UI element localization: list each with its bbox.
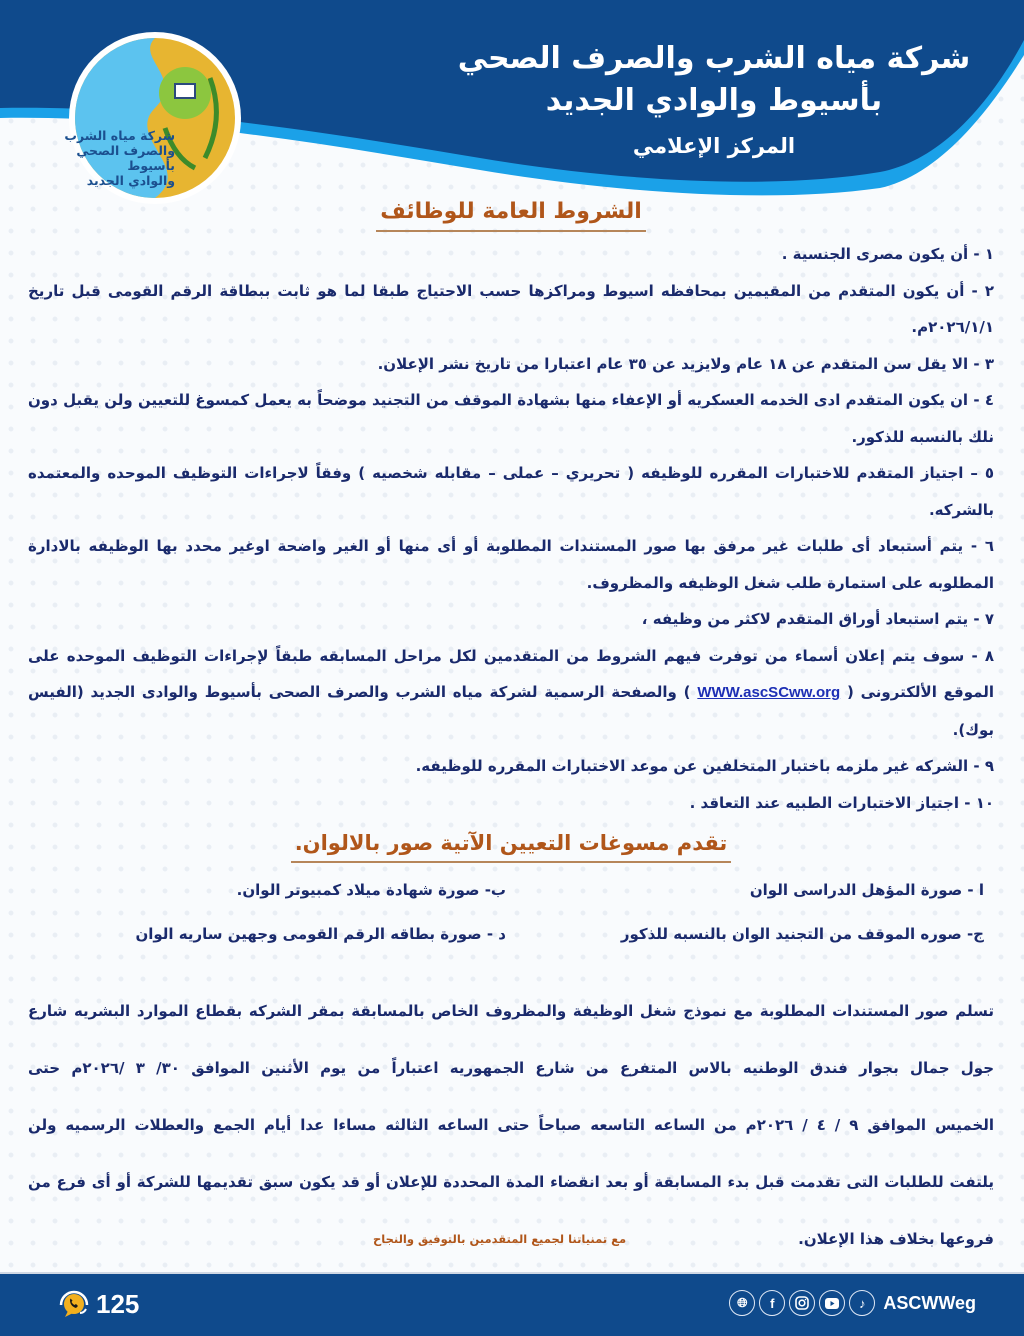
facebook-icon[interactable]: f <box>759 1290 785 1316</box>
hotline <box>56 1288 139 1320</box>
condition-item: ٦ - يتم أستبعاد أى طلبات غير مرفق بها صور المستندات المطلوبة أو أى منها أو الغير واضحة اوغير محدد بها الوظيفه بالادارة المطلوبه على استمارة طلب شغل الوظيفه والمظروف. <box>28 537 994 592</box>
notice-line: الخميس الموافق ٩ / ٤ / ٢٠٢٦م من الساعه التاسعه صباحاً حتى الساعه الثالثه مساءا عدا أيام الجمع والعطلات الرسميه ولن <box>28 1116 994 1134</box>
social-links <box>729 1290 976 1316</box>
conditions-list <box>28 236 994 821</box>
condition-item: ١ - أن يكون مصرى الجنسية . <box>781 245 994 263</box>
document-item: ب- صورة شهادة ميلاد كمبيوتر الوان. <box>236 881 506 899</box>
company-name-line2: بأسيوط والوادي الجديد <box>545 83 883 118</box>
condition-item: ٥ – اجتياز المتقدم للاختبارات المقرره للوظيفه ( تحريري – عملى – مقابله شخصيه ) وفقاً لاجراءات التوظيف الموحده والمعتمده بالشركه. <box>28 464 994 519</box>
submission-notice <box>28 983 994 1268</box>
logo-text-line: شركة مياه الشرب <box>64 128 175 143</box>
media-center-label: المركز الإعلامي <box>632 134 796 158</box>
logo-text-line: والصرف الصحي بأسيوط <box>76 143 175 173</box>
condition-item-8 <box>28 638 994 749</box>
social-handle[interactable]: ASCWWeg <box>883 1292 976 1313</box>
announcement-content <box>28 195 994 1268</box>
youtube-icon[interactable] <box>819 1290 845 1316</box>
condition-item: ٩ - الشركه غير ملزمه باختبار المتخلفين عن موعد الاختبارات المقرره للوظيفه. <box>415 757 994 775</box>
document-item: ج- صوره الموقف من التجنيد الوان بالنسبه للذكور <box>620 925 984 943</box>
logo-text-line: والوادي الجديد <box>86 173 175 188</box>
notice-line: تسلم صور المستندات المطلوبة مع نموذج شغل الوظيفة والمظروف الخاص بالمسابقة بمقر الشركه بقطاع الموارد البشريه شارع <box>28 1002 994 1020</box>
condition-item: ٣ - الا يقل سن المتقدم عن ١٨ عام ولايزيد عن ٣٥ عام اعتبارا من تاريخ نشر الإعلان. <box>377 354 994 373</box>
condition-8-text: ٨ - سوف يتم إعلان أسماء من توفرت فيهم الشروط من المتقدمين لكل مراحل المسابقه طبقاً لإجراءات التوظيف الموحده على الموقع الألكترونى ( <box>28 646 994 701</box>
hotline-number: 125 <box>96 1288 140 1319</box>
notice-line: فروعها بخلاف هذا الإعلان. <box>798 1230 994 1248</box>
required-documents-title: تقدم مسوغات التعيين الآتية صور بالالوان. <box>291 827 732 863</box>
logo-text <box>30 128 175 188</box>
document-item: د - صورة بطاقه الرقم القومى وجهين ساريه الوان <box>135 925 506 943</box>
header-banner <box>0 0 1024 215</box>
document-item: ا - صورة المؤهل الدراسى الوان <box>749 881 984 899</box>
website-link[interactable]: WWW.ascSCww.org <box>697 684 841 701</box>
condition-item: ٤ - ان يكون المتقدم ادى الخدمه العسكريه أو الإعفاء منها بشهادة الموقف من التجنيد موضحاً به يعمل كمسوغ للتعيين ولن يقبل دون نلك بالنسبه للذكور. <box>28 391 994 446</box>
condition-item: ٢ - أن يكون المتقدم من المقيمين بمحافظه اسيوط ومراكزها حسب الاحتياج طبقا لما هو ثابت ببطاقة الرقم القومى قبل تاريخ ٢٠٢٦/١/١م. <box>28 281 994 336</box>
documents-grid <box>28 881 994 943</box>
general-conditions-title: الشروط العامة للوظائف <box>376 195 646 232</box>
tiktok-icon[interactable]: ♪ <box>849 1290 875 1316</box>
globe-icon[interactable]: 🌐︎ <box>729 1290 755 1316</box>
condition-item: ٧ - يتم استبعاد أوراق المتقدم لاكثر من وظيفه ، <box>641 610 994 628</box>
footer-bar <box>0 1272 1024 1336</box>
good-luck-message: مع تمنياتنا لجميع المتقدمين بالتوفيق والنجاح <box>373 1232 627 1246</box>
notice-line: يلتفت للطلبات التى تقدمت قبل بدء المسابقة أو بعد انقضاء المدة المحددة للإعلان أو قد يكون سبق تقديمها للشركة أو أى فرع من <box>28 1173 994 1191</box>
condition-item: ١٠ - اجتياز الاختبارات الطبيه عند التعاقد . <box>689 793 994 812</box>
header-title-block <box>454 38 974 158</box>
condition-8-text-end: ) والصفحة الرسمية لشركة مياه الشرب والصرف الصحى بأسيوط والوادى الجديد (الفيس بوك). <box>28 683 994 739</box>
instagram-icon[interactable] <box>789 1290 815 1316</box>
notice-last-row <box>28 1211 994 1268</box>
company-name-line1: شركة مياه الشرب والصرف الصحي <box>457 41 971 76</box>
notice-line: جول جمال بجوار فندق الوطنيه بالاس المتفرع من شارع الجمهوريه اعتباراً من يوم الأثنين الموافق ٣٠/ ٣ /٢٠٢٦م حتى <box>28 1059 995 1077</box>
call-center-icon <box>56 1288 92 1320</box>
